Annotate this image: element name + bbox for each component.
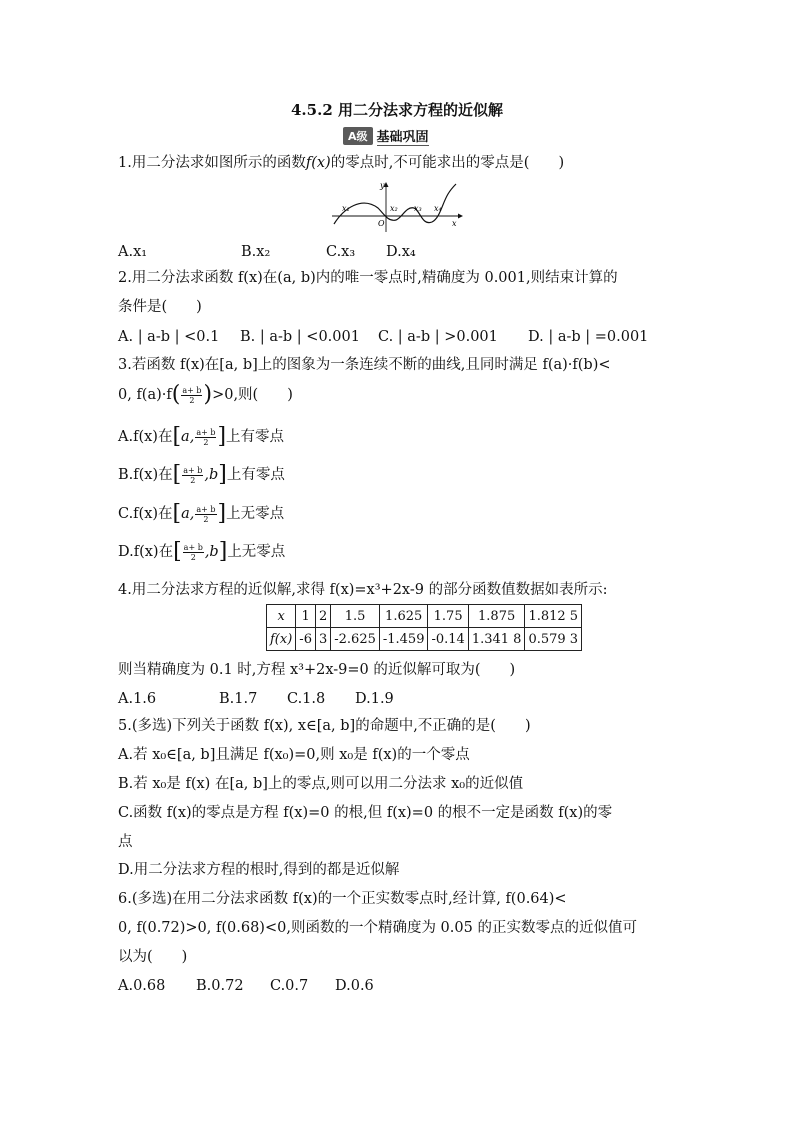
q4-option-d: D.1.9 — [355, 691, 394, 707]
q1-option-a: A.x₁ — [118, 244, 148, 260]
table-cell: 1.812 5 — [525, 605, 582, 628]
q6-stem-line1: 6.(多选)在用二分法求函数 f(x)的一个正实数零点时,经计算, f(0.64)< — [118, 891, 567, 907]
q3-option-a: A.f(x)在[a, $\frac{a+ b}{2}$ ]上有零点 — [118, 424, 285, 449]
q5-option-a: A.若 x₀∈[a, b]且满足 f(x₀)=0,则 x₀是 f(x)的一个零点 — [118, 747, 470, 763]
q1-stem: 1.用二分法求如图所示的函数f(x)的零点时,不可能求出的零点是( ) — [118, 155, 565, 171]
q4-value-table — [266, 604, 582, 651]
table-row-x — [267, 605, 582, 628]
graph-x-arrow — [458, 214, 463, 219]
q2-stem-line1: 2.用二分法求函数 f(x)在(a, b)内的唯一零点时,精确度为 0.001,则结束计算的 — [118, 270, 618, 286]
graph-x2-label: x₂ — [390, 204, 398, 213]
q6-option-b: B.0.72 — [196, 978, 244, 994]
q3-option-b: B.f(x)在[ $\frac{a+ b}{2}$ ,b]上有零点 — [118, 462, 285, 487]
q1-option-b: B.x₂ — [241, 244, 271, 260]
q5-option-c-line2: 点 — [118, 834, 133, 850]
q5-option-b: B.若 x₀是 f(x) 在[a, b]上的零点,则可以用二分法求 x₀的近似值 — [118, 776, 524, 792]
q6-option-d: D.0.6 — [335, 978, 374, 994]
q2-stem-line2: 条件是( ) — [118, 299, 202, 315]
q5-stem: 5.(多选)下列关于函数 f(x), x∈[a, b]的命题中,不正确的是( ) — [118, 718, 531, 734]
graph-x3-label: x₃ — [414, 204, 422, 213]
table-cell: 1.341 8 — [468, 628, 525, 651]
table-cell: -6 — [296, 628, 316, 651]
table-cell: -2.625 — [331, 628, 380, 651]
q2-option-d: D. | a-b | =0.001 — [528, 329, 649, 345]
q1-option-c: C.x₃ — [326, 244, 356, 260]
level-badge: A级 — [343, 127, 373, 145]
q3-stem-line2: 0, f(a)·f( $\frac{a+ b}{2}$ )>0,则( ) — [118, 382, 293, 407]
q5-option-c-line1: C.函数 f(x)的零点是方程 f(x)=0 的根,但 f(x)=0 的根不一定是函数 f(x)的零 — [118, 805, 613, 821]
table-cell: -1.459 — [379, 628, 428, 651]
table-cell: 1.75 — [428, 605, 468, 628]
q4-stem-line2: 则当精确度为 0.1 时,方程 x³+2x-9=0 的近似解可取为( ) — [118, 662, 516, 678]
q6-stem-line3: 以为( ) — [118, 949, 188, 965]
table-cell: f(x) — [267, 628, 296, 651]
table-cell: 1.625 — [379, 605, 428, 628]
q4-option-a: A.1.6 — [118, 691, 157, 707]
table-cell: 1 — [296, 605, 316, 628]
q4-option-b: B.1.7 — [219, 691, 258, 707]
q6-option-a: A.0.68 — [118, 978, 166, 994]
q6-stem-line2: 0, f(0.72)>0, f(0.68)<0,则函数的一个精确度为 0.05 的正实数零点的近似值可 — [118, 920, 637, 936]
q3-option-c: C.f(x)在[a, $\frac{a+ b}{2}$ ]上无零点 — [118, 501, 285, 526]
q2-option-c: C. | a-b | >0.001 — [378, 329, 498, 345]
table-cell: 1.5 — [331, 605, 380, 628]
graph-x4-label: x₄ — [434, 204, 442, 213]
table-cell: 0.579 3 — [525, 628, 582, 651]
table-row-fx — [267, 628, 582, 651]
graph-x-label: x — [452, 219, 457, 228]
q1-function-graph — [330, 180, 466, 234]
q1-func: f(x) — [305, 155, 331, 171]
table-cell: x — [267, 605, 296, 628]
q4-stem-line1: 4.用二分法求方程的近似解,求得 f(x)=x³+2x-9 的部分函数值数据如表所示: — [118, 582, 608, 598]
q6-option-c: C.0.7 — [270, 978, 309, 994]
q2-option-b: B. | a-b | <0.001 — [240, 329, 360, 345]
table-cell: 1.875 — [468, 605, 525, 628]
section-header — [343, 127, 429, 145]
graph-origin-label: O — [378, 219, 385, 228]
table-cell: 2 — [315, 605, 330, 628]
section-label: 基础巩固 — [377, 126, 429, 146]
q3-fraction: $\frac{a+ b}{2}$ — [182, 385, 202, 405]
q1-option-d: D.x₄ — [386, 244, 416, 260]
q5-option-d: D.用二分法求方程的根时,得到的都是近似解 — [118, 862, 400, 878]
table-cell: 3 — [315, 628, 330, 651]
graph-y-label: y — [380, 181, 385, 190]
page-title: 4.5.2 用二分法求方程的近似解 — [291, 101, 503, 119]
q3-stem-line1: 3.若函数 f(x)在[a, b]上的图象为一条连续不断的曲线,且同时满足 f(a)·f(b)< — [118, 357, 611, 373]
q4-option-c: C.1.8 — [287, 691, 326, 707]
q3-option-d: D.f(x)在[ $\frac{a+ b}{2}$ ,b]上无零点 — [118, 539, 286, 564]
graph-x1-label: x₁ — [342, 204, 350, 213]
q2-option-a: A. | a-b | <0.1 — [118, 329, 220, 345]
table-cell: -0.14 — [428, 628, 468, 651]
